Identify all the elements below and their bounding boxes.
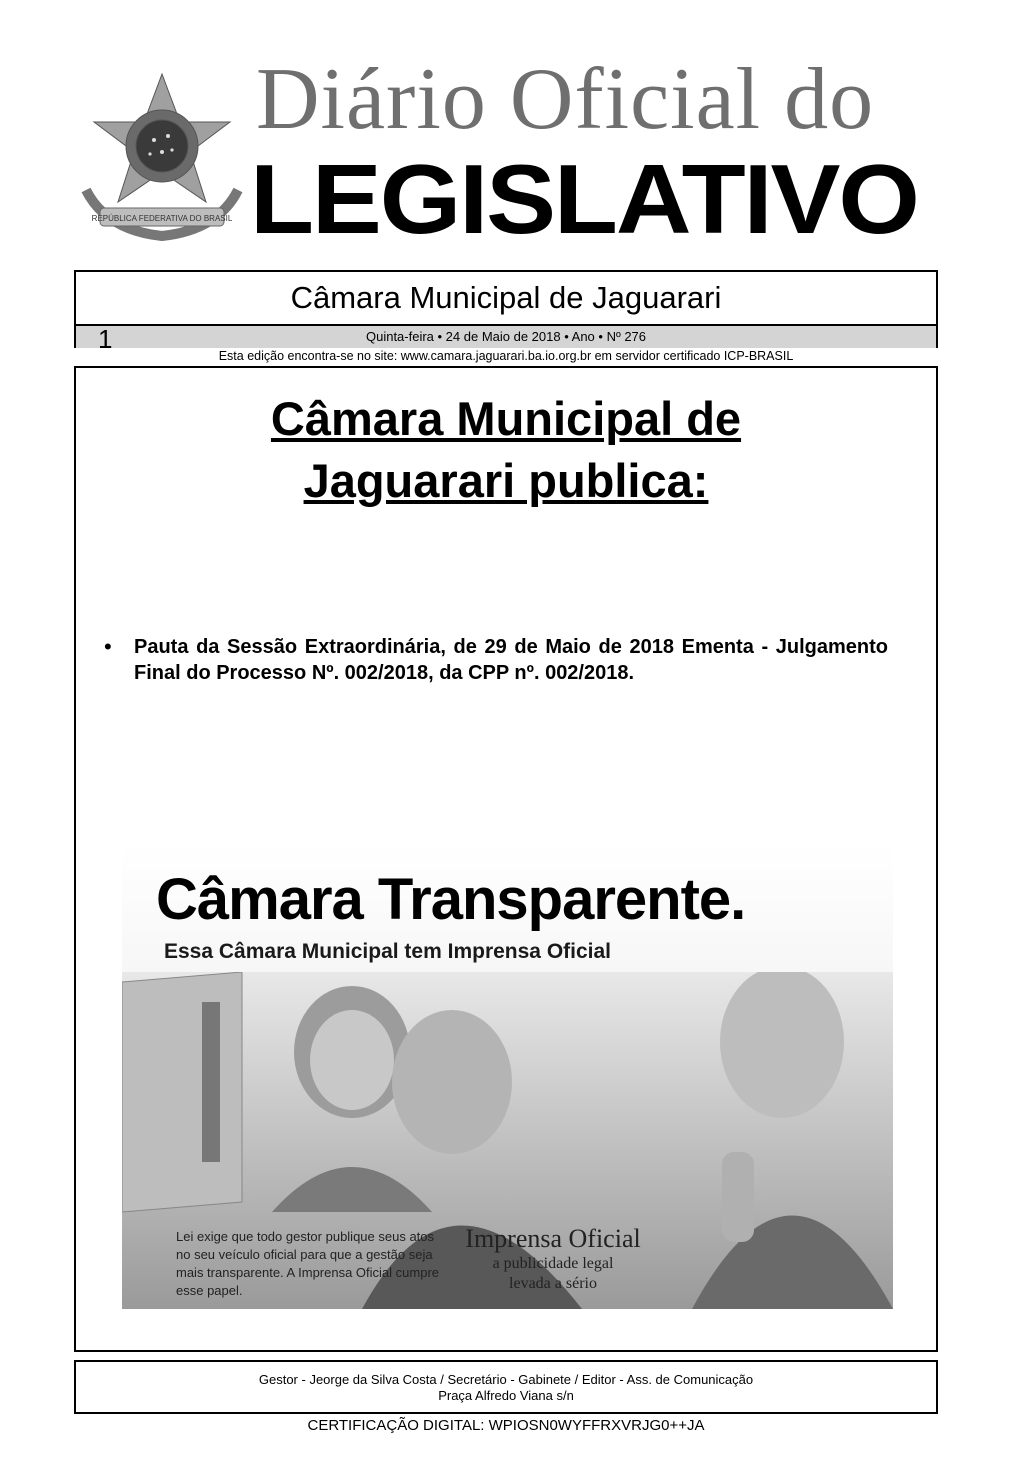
footer-box	[74, 1360, 938, 1414]
ad-subline: Essa Câmara Municipal tem Imprensa Oficial	[164, 940, 612, 963]
ad-tagline-1: a publicidade legal	[492, 1255, 614, 1272]
transparency-ad-banner	[122, 844, 893, 1309]
edition-strip	[76, 324, 936, 354]
ad-tagline-2: levada a sério	[509, 1275, 597, 1292]
digital-certification: CERTIFICAÇÃO DIGITAL: WPIOSN0WYFFRXVRJG0++JA	[307, 1417, 705, 1434]
chamber-name: Câmara Municipal de Jaguarari	[290, 280, 722, 315]
ad-brand-block	[438, 1224, 668, 1294]
masthead-title-line1: Diário Oficial do	[256, 51, 875, 148]
page-title-line1: Câmara Municipal de	[270, 392, 742, 445]
page-number: 1	[98, 324, 113, 354]
header-box	[74, 270, 938, 354]
list-item	[104, 634, 888, 686]
edition-site-note: Esta edição encontra-se no site: www.camara.jaguarari.ba.io.org.br em servidor certificado ICP-BRASIL	[218, 349, 794, 363]
footer-credits: Gestor - Jeorge da Silva Costa / Secretário - Gabinete / Editor - Ass. de Comunicação	[258, 1372, 754, 1387]
page-title-line2: Jaguarari publica:	[303, 454, 709, 507]
ad-headline: Câmara Transparente.	[156, 867, 746, 932]
bullet-icon: •	[104, 634, 112, 659]
coat-of-arms-seal	[76, 70, 248, 246]
footer-address: Praça Alfredo Viana s/n	[438, 1388, 574, 1403]
page-title	[76, 388, 936, 512]
list-item-text: Pauta da Sessão Extraordinária, de 29 de Maio de 2018 Ementa - Julgamento Final do Processo Nº. 002/2018, da CPP nº. 002/2018.	[134, 636, 888, 684]
masthead-title-line2: LEGISLATIVO	[250, 144, 918, 254]
ad-caption: Lei exige que todo gestor publique seus atos no seu veículo oficial para que a gestão seja mais transparente. A Imprensa Oficial cumpre esse papel.	[176, 1229, 440, 1298]
svg-text:REPÚBLICA FEDERATIVA DO BRASIL: REPÚBLICA FEDERATIVA DO BRASIL	[91, 214, 233, 223]
edition-date: Quinta-feira • 24 de Maio de 2018 • Ano • Nº 276	[365, 329, 647, 344]
ad-brand-name: Imprensa Oficial	[465, 1224, 641, 1253]
